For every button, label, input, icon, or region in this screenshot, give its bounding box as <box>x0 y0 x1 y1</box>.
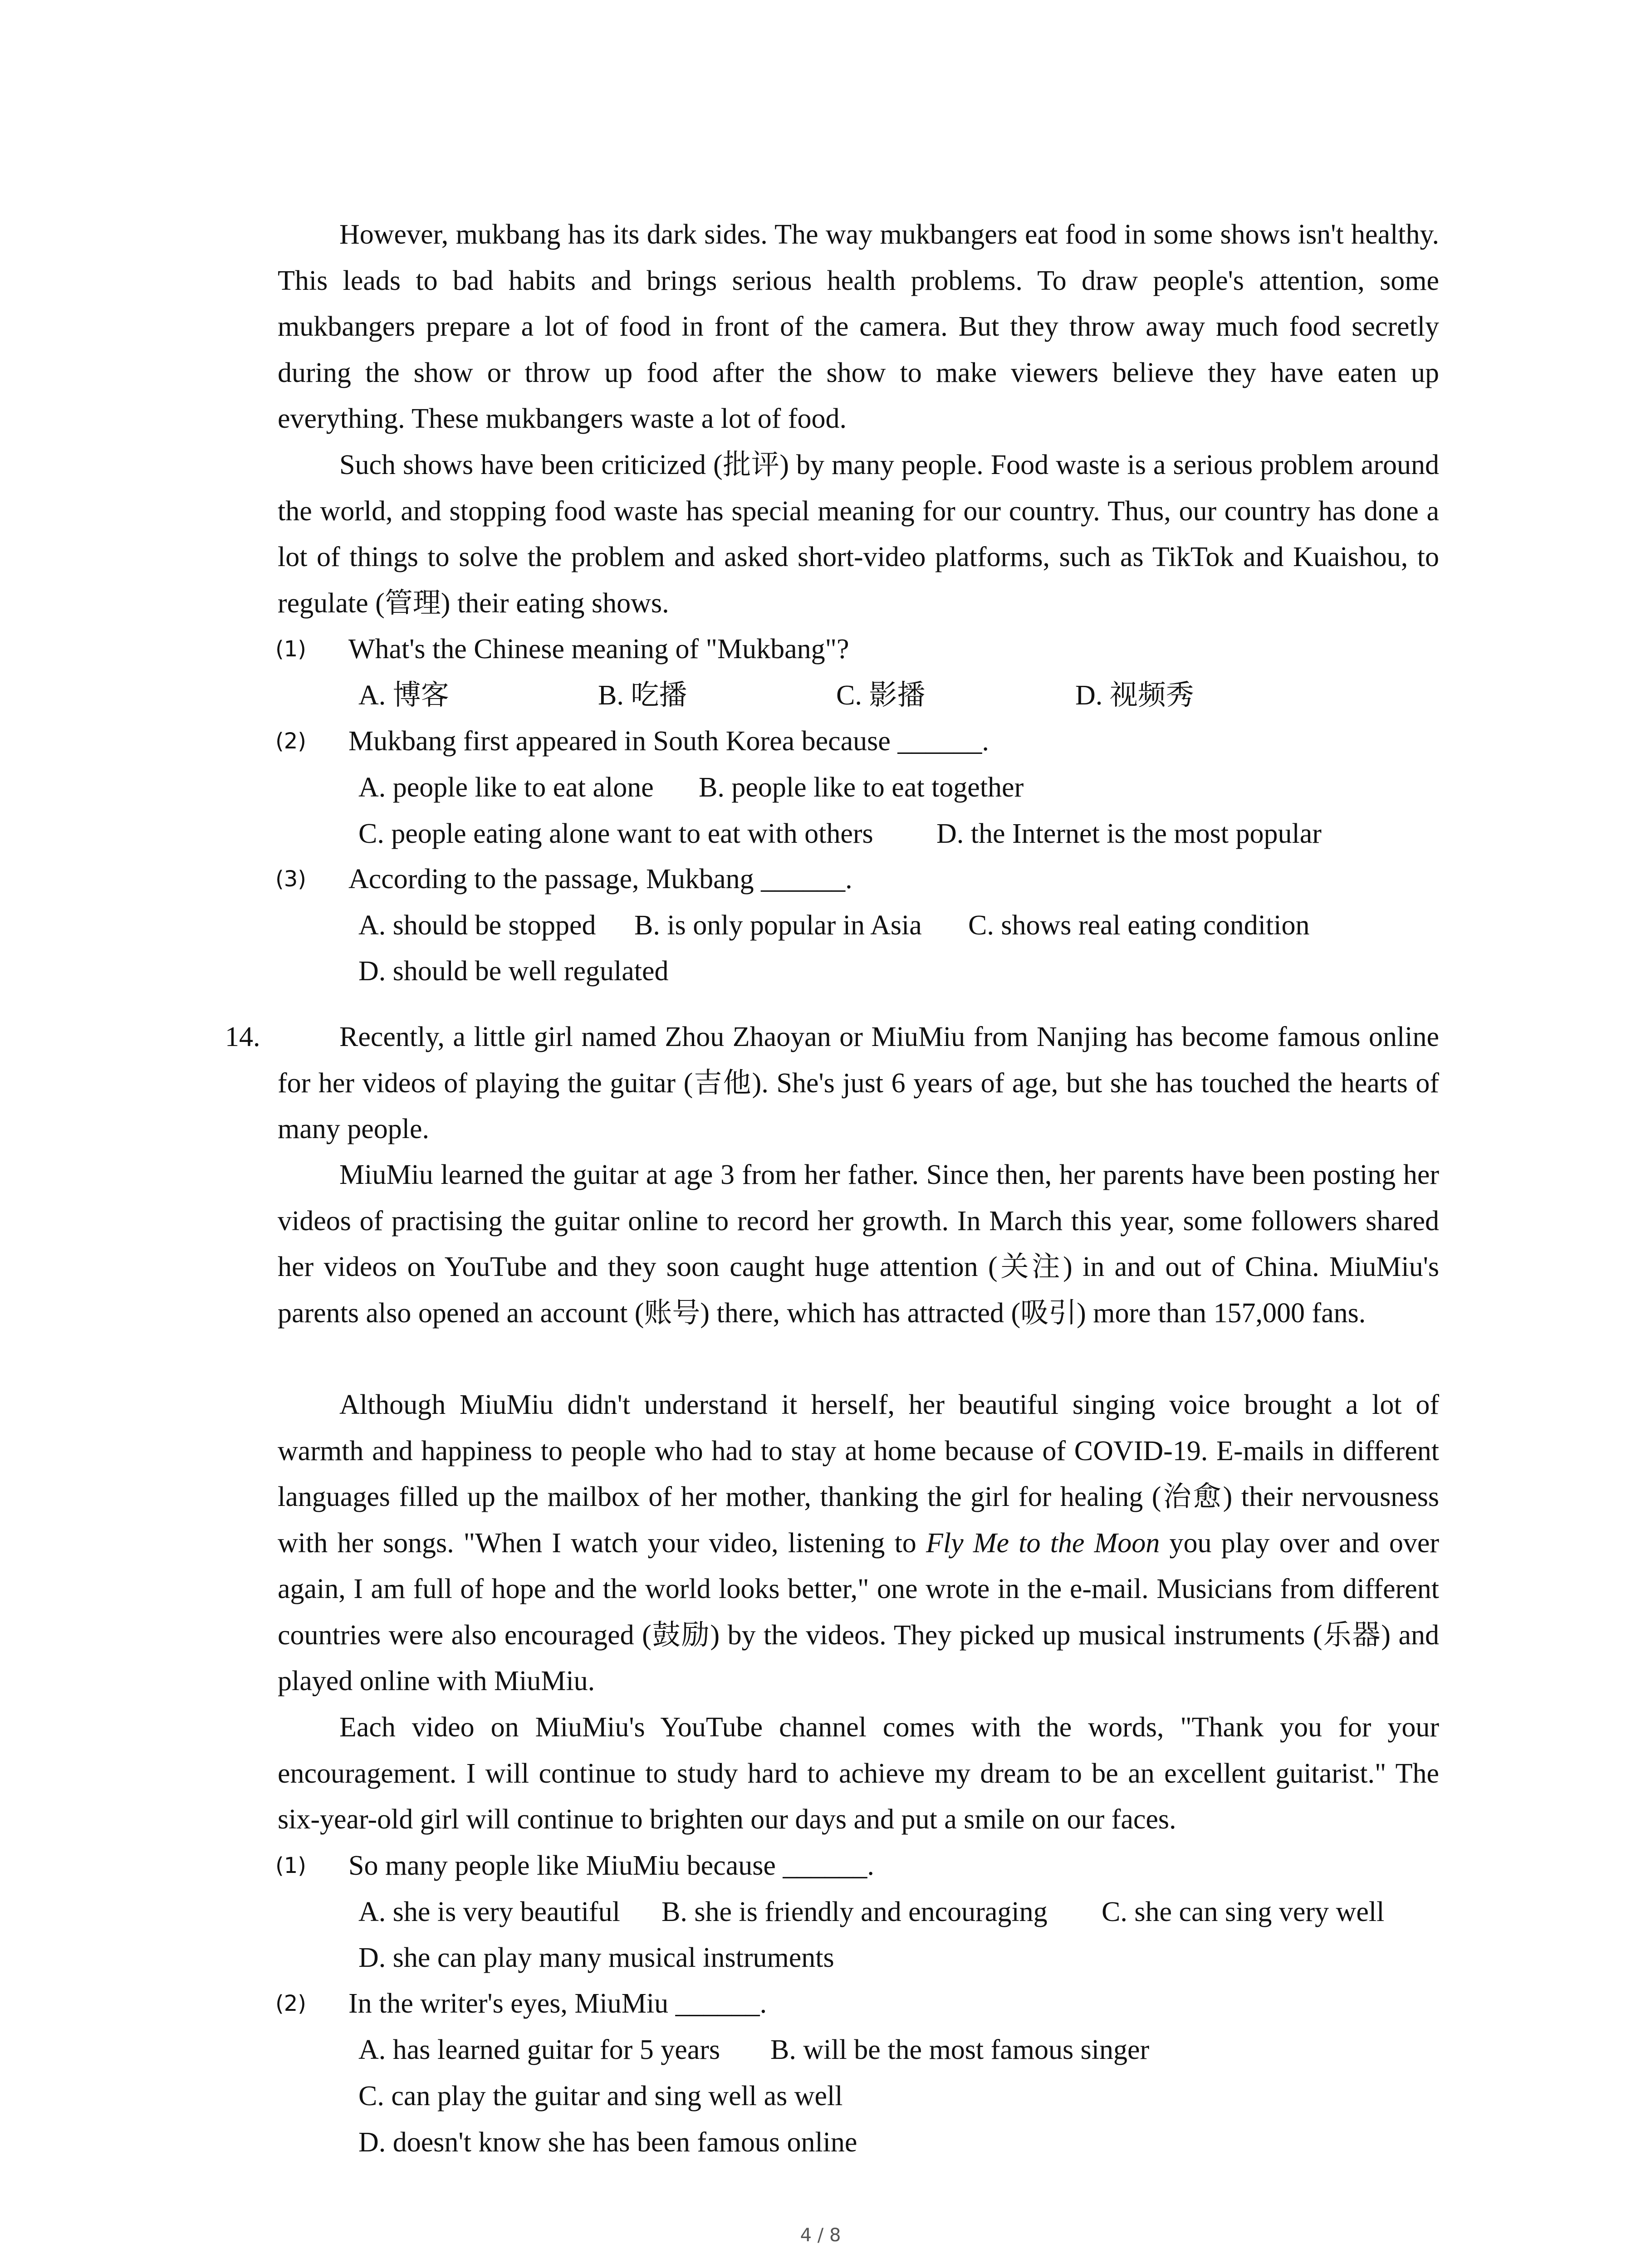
option-c: C. 影播 <box>836 680 926 711</box>
question-number: (2) <box>275 1991 306 2016</box>
option-a: A. has learned guitar for 5 years <box>358 2034 720 2065</box>
question-text: According to the passage, Mukbang ______. <box>348 864 852 894</box>
option-d: D. should be well regulated <box>358 956 669 987</box>
passage14-paragraph-2: MiuMiu learned the guitar at age 3 from her father. Since then, her parents have been posting her videos of practising the guitar online to record her growth. In March this year, some followers shared her videos on YouTube and they soon caught huge attention (关注) in and out of China. MiuMiu's parents also opened an account (账号) there, which has attracted (吸引) more than 157,000 fans. <box>278 1159 1439 1329</box>
option-b: B. is only popular in Asia <box>634 910 922 941</box>
question-14-number: 14. <box>225 1022 260 1052</box>
option-a: A. she is very beautiful <box>358 1897 620 1927</box>
question-number: (1) <box>275 1853 306 1878</box>
option-b: B. she is friendly and encouraging <box>661 1897 1048 1927</box>
paragraph-text: Although MiuMiu didn't understand it herself, her beautiful singing voice brought a lot of warmth and happiness to people who had to stay at home because of COVID-19. E-mails in different languages filled up the mailbox of her mother, thanking the girl for healing (治愈) their nervousness with her songs. "When I watch your video, listening to <box>278 1389 1439 1559</box>
option-d: D. she can play many musical instruments <box>358 1942 834 1973</box>
option-c: C. people eating alone want to eat with others <box>358 818 873 849</box>
option-c: C. shows real eating condition <box>968 910 1310 941</box>
passage14-paragraph-1: Recently, a little girl named Zhou Zhaoyan or MiuMiu from Nanjing has become famous online for her videos of playing the guitar (吉他). She's just 6 years of age, but she has touched the hearts of many people. <box>278 1022 1439 1144</box>
paragraph-text: you play over and over again, I am full of hope and the world looks better," one wrote in the e-mail. Musicians from different countries were also encouraged (鼓励) by the videos. They picked up musical instruments (乐器) and played online with MiuMiu. <box>278 1527 1439 1696</box>
option-d: D. the Internet is the most popular <box>936 818 1322 849</box>
question-text: So many people like MiuMiu because ______. <box>348 1850 874 1881</box>
option-d: D. doesn't know she has been famous online <box>358 2127 857 2158</box>
song-title: Fly Me to the Moon <box>926 1527 1160 1559</box>
question-text: In the writer's eyes, MiuMiu ______. <box>348 1988 767 2019</box>
question-text: What's the Chinese meaning of "Mukbang"? <box>348 634 849 665</box>
option-c: C. she can sing very well <box>1102 1897 1385 1927</box>
option-d: D. 视频秀 <box>1075 680 1194 711</box>
option-b: B. will be the most famous singer <box>770 2034 1150 2065</box>
question-number: (1) <box>275 636 306 662</box>
passage14-paragraph-3 <box>278 1382 1439 1705</box>
option-a: A. should be stopped <box>358 910 596 941</box>
option-c: C. can play the guitar and sing well as well <box>358 2081 843 2112</box>
option-b: B. people like to eat together <box>699 772 1024 803</box>
question-number: (2) <box>275 728 306 754</box>
question-number: (3) <box>275 866 306 892</box>
option-a: A. 博客 <box>358 680 449 711</box>
question-text: Mukbang first appeared in South Korea because ______. <box>348 726 989 757</box>
option-a: A. people like to eat alone <box>358 772 654 803</box>
option-b: B. 吃播 <box>598 680 687 711</box>
passage13-paragraph-2: Such shows have been criticized (批评) by many people. Food waste is a serious problem around the world, and stopping food waste has special meaning for our country. Thus, our country has done a lot of things to solve the problem and asked short-video platforms, such as TikTok and Kuaishou, to regulate (管理) their eating shows. <box>278 450 1439 619</box>
page-number: 4 / 8 <box>800 2225 841 2246</box>
passage14-paragraph-4: Each video on MiuMiu's YouTube channel comes with the words, "Thank you for your encouragement. I will continue to study hard to achieve my dream to be an excellent guitarist." The six-year-old girl will continue to brighten our days and put a smile on our faces. <box>278 1712 1439 1835</box>
passage13-paragraph-1: However, mukbang has its dark sides. The way mukbangers eat food in some shows isn't healthy. This leads to bad habits and brings serious health problems. To draw people's attention, some mukbangers prepare a lot of food in front of the camera. But they throw away much food secretly during the show or throw up food after the show to make viewers believe they have eaten up everything. These mukbangers waste a lot of food. <box>278 219 1439 434</box>
